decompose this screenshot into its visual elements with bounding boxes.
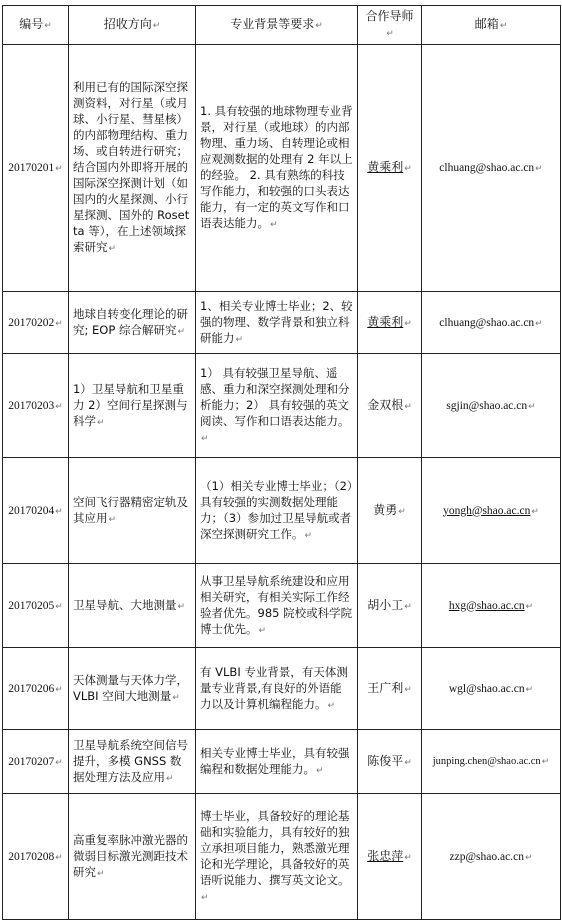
cell-email[interactable]: wgl@shao.ac.cn↵: [422, 648, 561, 730]
table-header-row: [3, 6, 561, 45]
cell-code: 20170206↵: [3, 648, 69, 730]
cell-email[interactable]: sgjin@shao.ac.cn↵: [422, 354, 561, 458]
col-header-direction: 招收方向↵: [69, 6, 196, 45]
cell-code: 20170207↵: [3, 730, 69, 794]
cell-code: 20170201↵: [3, 45, 69, 292]
cell-code: 20170204↵: [3, 458, 69, 564]
cell-direction: 1）卫星导航和卫星重力 2）空间行星探测与科学↵: [69, 354, 196, 458]
col-header-code: 编号↵: [3, 6, 69, 45]
cell-direction: 卫星导航系统空间信号提升，多模 GNSS 数据处理方法及应用↵: [69, 730, 196, 794]
table-row: [3, 564, 561, 648]
table-row: [3, 354, 561, 458]
cell-code: 20170205↵: [3, 564, 69, 648]
cell-requirements: （1）相关专业博士毕业；（2）具有较强的实测数据处理能力；（3）参加过卫星导航或者深空探测研究工作。↵: [196, 458, 358, 564]
cell-advisor: 黄乘利↵: [358, 292, 422, 354]
cell-advisor: 张忠萍↵: [358, 794, 422, 920]
cell-code: 20170202↵: [3, 292, 69, 354]
table-row: [3, 45, 561, 292]
cell-email[interactable]: yongh@shao.ac.cn↵: [422, 458, 561, 564]
cell-advisor: 黄勇↵: [358, 458, 422, 564]
cell-direction: 卫星导航、大地测量↵: [69, 564, 196, 648]
cell-requirements: 有 VLBI 专业背景，有天体测量专业背景,有良好的外语能力以及计算机编程能力。↵: [196, 648, 358, 730]
cell-email[interactable]: hxg@shao.ac.cn↵: [422, 564, 561, 648]
cell-requirements: 从事卫星导航系统建设和应用相关研究，有相关实际工作经验者优先。985 院校或科学院博士优先。↵: [196, 564, 358, 648]
cell-code: 20170203↵: [3, 354, 69, 458]
cell-direction: 利用已有的国际深空探测资料，对行星（或月球、小行星、彗星核）的内部物理结构、重力场、或自转进行研究；结合国内外即将开展的国际深空探测计划（如国内的火星探测、小行星探测、国外的 Rosetta 等），在上述领域探索研究↵: [69, 45, 196, 292]
cell-direction: 地球自转变化理论的研究; EOP 综合解研究↵: [69, 292, 196, 354]
table-row: [3, 648, 561, 730]
cell-direction: 高重复率脉冲激光器的微弱目标激光测距技术研究↵: [69, 794, 196, 920]
col-header-advisor: 合作导师↵: [358, 6, 422, 45]
cell-advisor: 陈俊平↵: [358, 730, 422, 794]
cell-email[interactable]: clhuang@shao.ac.cn↵: [422, 292, 561, 354]
cell-advisor: 王广利↵: [358, 648, 422, 730]
table-row: [3, 458, 561, 564]
cell-email[interactable]: zzp@shao.ac.cn↵: [422, 794, 561, 920]
cell-direction: 空间飞行器精密定轨及其应用↵: [69, 458, 196, 564]
table-row: [3, 794, 561, 920]
cell-advisor: 胡小工↵: [358, 564, 422, 648]
recruitment-table: [2, 5, 561, 920]
cell-requirements: 1、相关专业博士毕业；2、较强的物理、数学背景和独立科研能力↵: [196, 292, 358, 354]
cell-requirements: 博士毕业，具备较好的理论基础和实验能力，具有较好的独立承担项目能力，熟悉激光理论和光学理论，具备较好的英语听说能力、撰写英文论文。↵: [196, 794, 358, 920]
cell-requirements: 1） 具有较强卫星导航、遥感、重力和深空探测处理和分析能力；2） 具有较强的英文阅读、写作和口语表达能力。↵: [196, 354, 358, 458]
cell-code: 20170208↵: [3, 794, 69, 920]
col-header-email: 邮箱↵: [422, 6, 561, 45]
cell-advisor: 黄乘利↵: [358, 45, 422, 292]
col-header-requirements: 专业背景等要求↵: [196, 6, 358, 45]
cell-requirements: 1. 具有较强的地球物理专业背景，对行星（或地球）的内部物理、重力场、自转理论或相应观测数据的处理有 2 年以上的经验。 2. 具有熟练的科技写作能力，和较强的口头表达能力，有一定的英文写作和口语表达能力。↵: [196, 45, 358, 292]
cell-requirements: 相关专业博士毕业，具有较强编程和数据处理能力。↵: [196, 730, 358, 794]
cell-email[interactable]: junping.chen@shao.ac.cn↵: [422, 730, 561, 794]
table-row: [3, 730, 561, 794]
cell-direction: 天体测量与天体力学， VLBI 空间大地测量↵: [69, 648, 196, 730]
table-row: [3, 292, 561, 354]
cell-advisor: 金双根↵: [358, 354, 422, 458]
cell-email[interactable]: clhuang@shao.ac.cn↵: [422, 45, 561, 292]
